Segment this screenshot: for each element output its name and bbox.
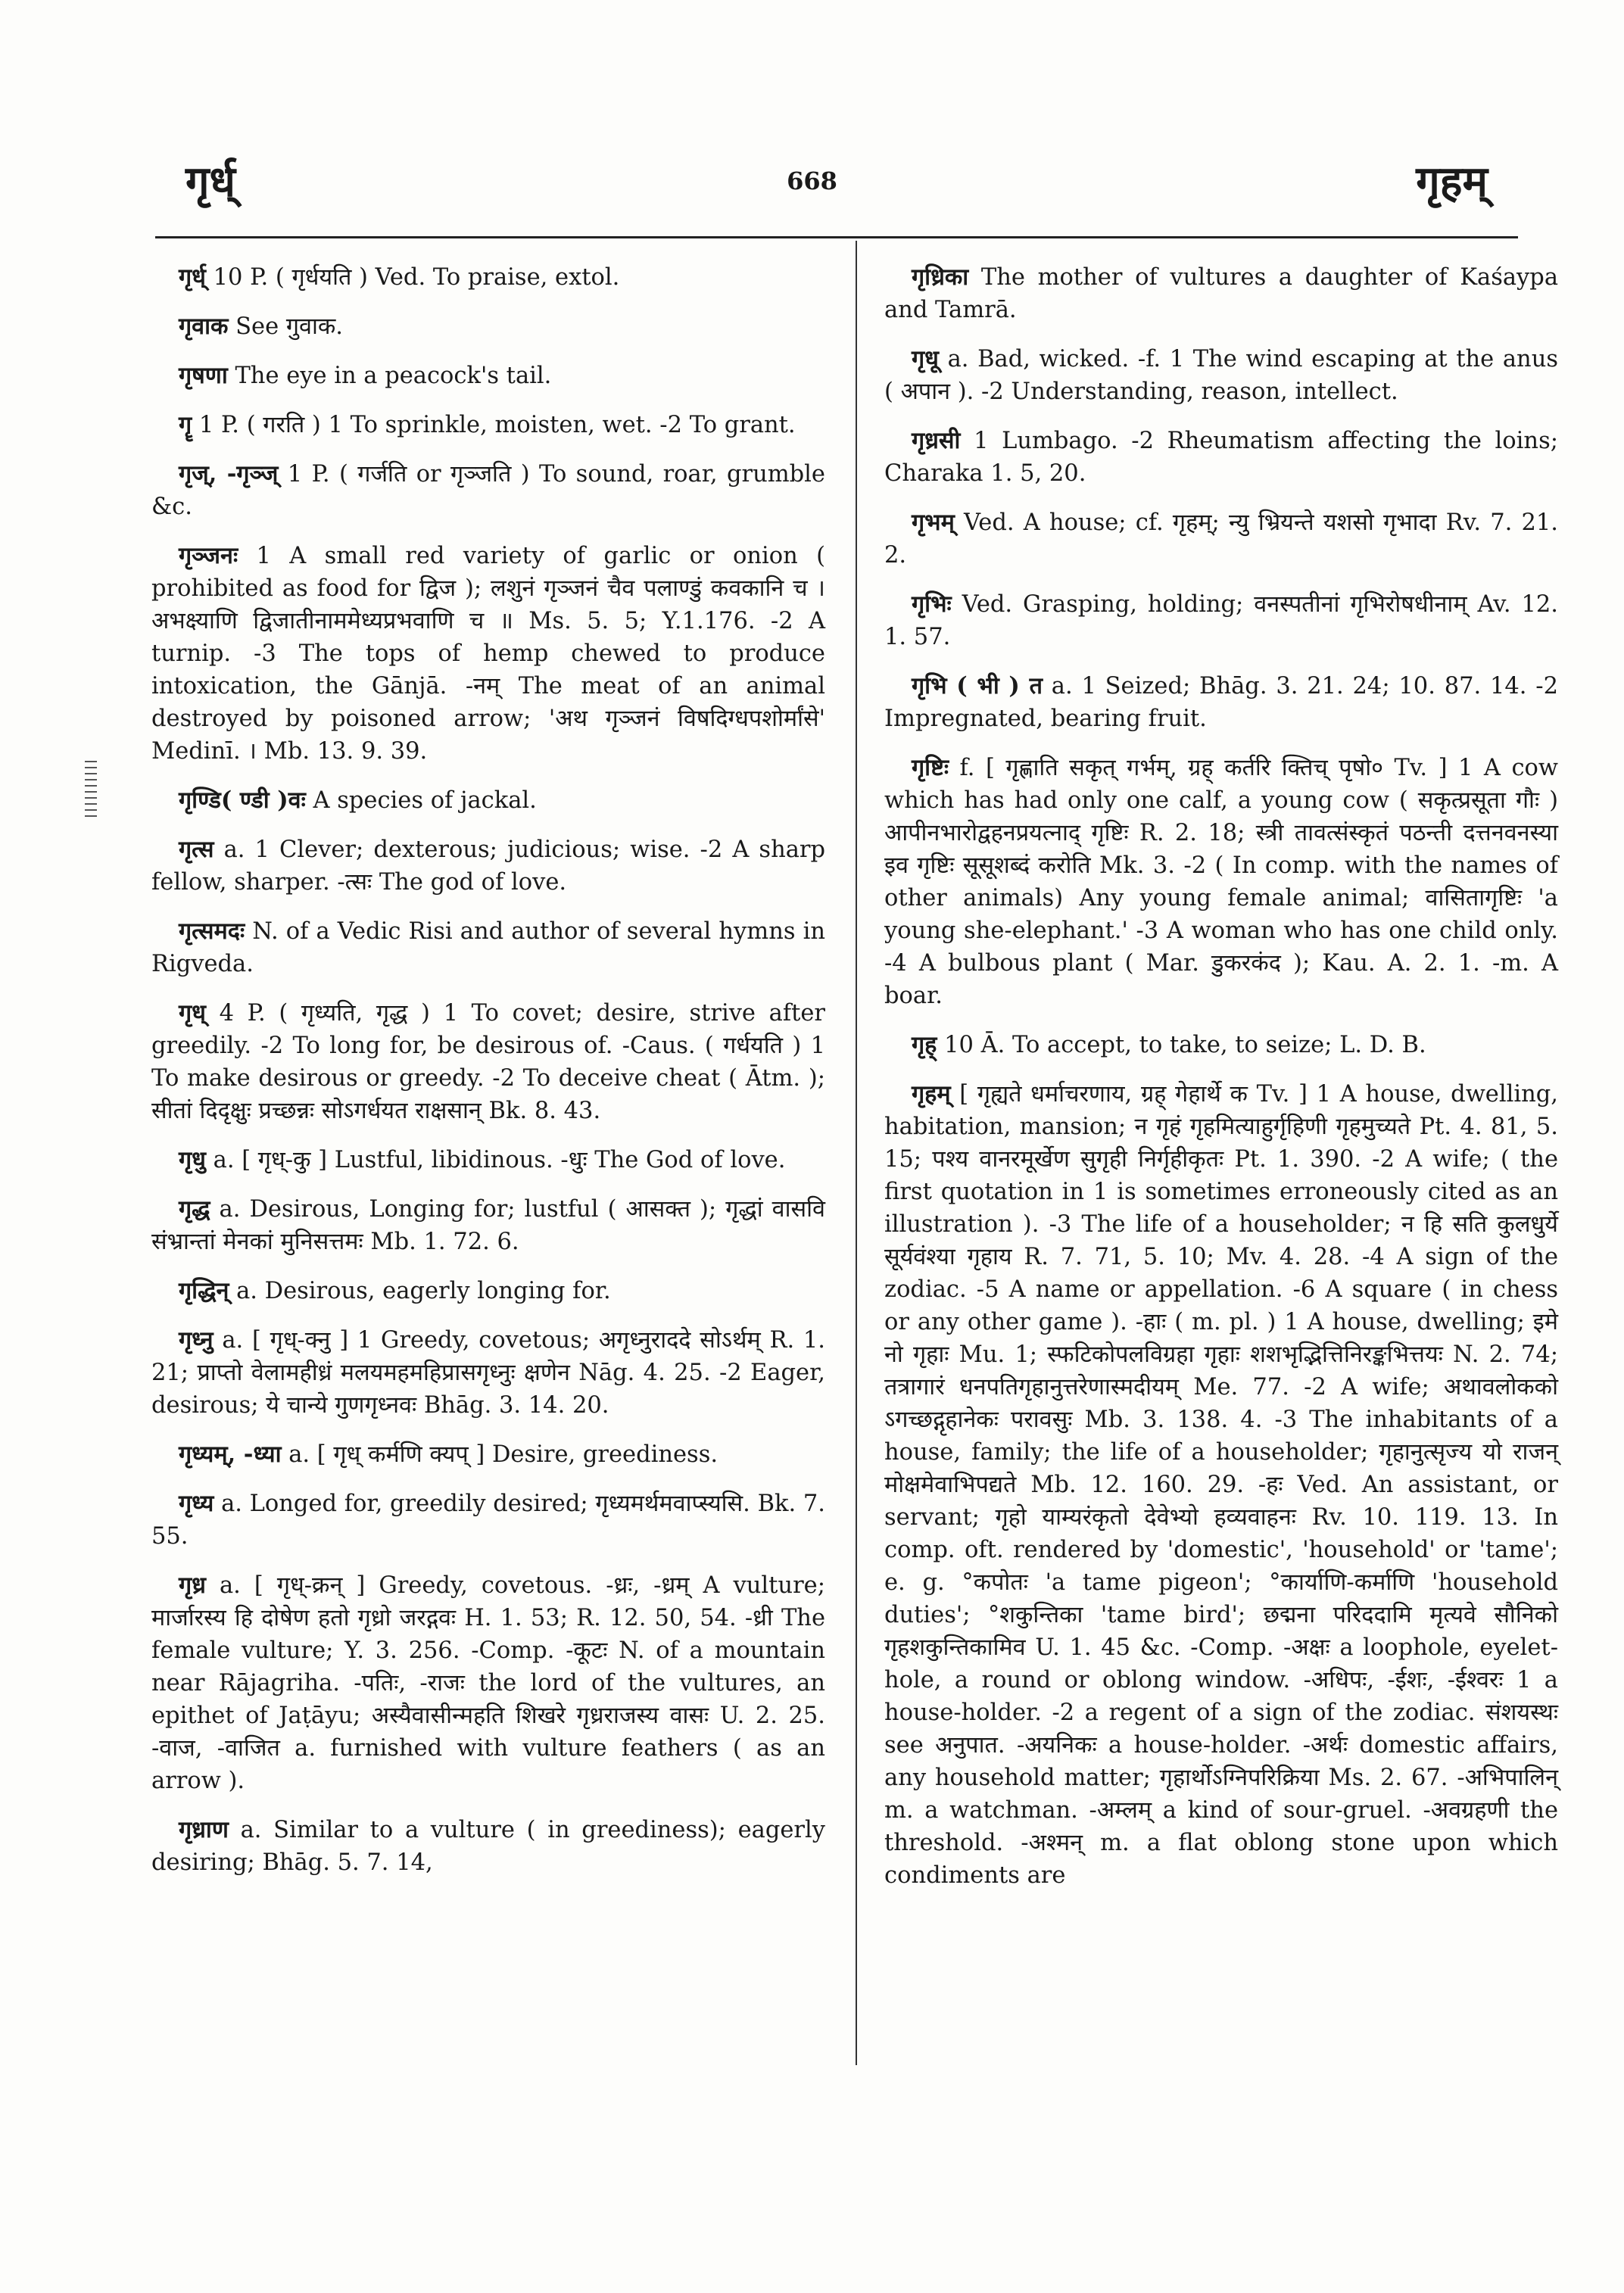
header-left-word: गृर्ध् [185,157,235,207]
dictionary-entry [151,310,825,343]
dictionary-entry [151,1814,825,1879]
entry-text: f. [ गृह्णाति सकृत् गर्भम्, ग्रह् कर्तरि क्तिच् पृषो० Tv. ] 1 A cow which has had only one calf, a young cow ( सकृत्प्रसूता गौः ) आपीनभारोद्वहनप्रयत्नाद् गृष्टिः R. 2. 18; स्त्री तावत्संस्कृतं पठन्ती दत्तनवनस्या इव गृष्टिः सूसूशब्दं करोति Mk. 3. -2 ( In comp. with the names of other animals) Any young female animal; वासितागृष्टिः 'a young she-elephant.' -3 A woman who has one child only. -4 A bulbous plant ( Mar. डुकरकंद ); Kau. A. 2. 1. -m. A boar. [884,755,1558,1009]
entry-text: See गुवाक. [228,313,343,340]
headword: गृह् [912,1031,937,1058]
entry-text: a. Bad, wicked. -f. 1 The wind escaping at the anus ( अपान ). -2 Understanding, reason, intellect. [884,346,1558,405]
right-column [884,261,1558,1908]
entry-text: [ गृह्यते धर्माचरणाय, ग्रह् गेहार्थे क Tv. ] 1 A house, dwelling, habitation, mansion; न गृहं गृहमित्याहुर्गृहिणी गृहमुच्यते Pt. 4. 81, 5. 15; पश्य वानरमूर्खेण सुगृही निर्गृहीकृतः Pt. 1. 390. -2 A wife; ( the first quotation in 1 is sometimes erroneously cited as an illustration ). -3 The life of a householder; न हि सति कुलधुर्ये सूर्यवंश्या गृहाय R. 7. 71, 5. 10; Mv. 4. 28. -4 A sign of the zodiac. -5 A name or appellation. -6 A square ( in chess or any other game ). -हाः ( m. pl. ) 1 A house, dwelling; इमे नो गृहाः Mu. 1; स्फटिकोपलविग्रहा गृहाः शशभृद्भित्तिनिरङ्कभित्तयः N. 2. 74; तत्रागारं धनपतिगृहानुत्तरेणास्मदीयम् Me. 77. -2 A wife; अथावलोकको ऽगच्छद्गृहानेकः परावसुः Mb. 3. 138. 4. -3 The inhabitants of a house, family; the life of a householder; गृहानुत्सृज्य यो राजन् मोक्षमेवाभिपद्यते Mb. 12. 160. 29. -हः Ved. An assistant, or servant; गृहो याम्यरंकृतो देवेभ्यो हव्यवाहनः Rv. 10. 119. 13. In comp. oft. rendered by 'domestic', 'household' or 'tame'; e. g. °कपोतः 'a tame pigeon'; °कार्याणि-कर्माणि 'household duties'; °शकुन्तिका 'tame bird'; छद्मना परिददामि मृत्यवे सौनिको गृहशकुन्तिकामिव U. 1. 45 &c. -Comp. -अक्षः a loophole, eyelet-hole, a round or oblong window. -अधिपः, -ईशः, -ईश्वरः 1 a house-holder. -2 a regent of a sign of the zodiac. संशयस्थः see अनुपात. -अयनिकः a house-holder. -अर्थः domestic affairs, any household matter; गृहार्थोऽग्निपरिक्रिया Ms. 2. 67. -अभिपालिन् m. a watchman. -अम्लम् a kind of sour-gruel. -अवग्रहणी the threshold. -अश्मन् m. a flat oblong stone upon which condiments are [884,1081,1558,1889]
headword: गृद्ध [179,1195,210,1223]
entry-text: The eye in a peacock's tail. [227,363,552,389]
page-number: 668 [787,167,837,195]
entry-text: 1 Lumbago. -2 Rheumatism affecting the loins; Charaka 1. 5, 20. [884,428,1558,487]
entry-text: a. Desirous, eagerly longing for. [229,1278,611,1304]
dictionary-entry [151,1488,825,1553]
dictionary-entry [884,343,1558,408]
dictionary-entry [151,360,825,392]
headword: गृञ्जनः [179,542,238,569]
dictionary-entry [151,1144,825,1176]
entry-text: a. Longed for, greedily desired; गृध्यमर्थमवाप्स्यसि. Bk. 7. 55. [151,1491,825,1550]
headword: गृत्स [179,836,214,863]
headword: गृहम् [912,1080,951,1108]
headword: गृध्य [179,1490,214,1517]
dictionary-entry [151,784,825,817]
dictionary-entry [151,1438,825,1471]
entry-text: a. Desirous, Longing for; lustful ( आसक्त ); गृद्धां वासवि संभ्रान्तां मेनकां मुनिसत्तमः Mb. 1. 72. 6. [151,1196,825,1255]
headword: गृध् [179,999,206,1027]
headword: गृध्रिका [912,263,969,291]
entry-text: a. [ गृध् कर्मणि क्यप् ] Desire, greediness. [281,1441,718,1468]
entry-text: a. [ गृध्-क्रन् ] Greedy, covetous. -ध्रः, -ध्रम् A vulture; मार्जारस्य हि दोषेण हतो गृध्रो जरद्गवः H. 1. 53; R. 12. 50, 54. -ध्री The female vulture; Y. 3. 256. -Comp. -कूटः N. of a mountain near Rājagriha. -पतिः, -राजः the lord of the vultures, an epithet of Jaṭāyu; अस्यैवासीन्महति शिखरे गृध्रराजस्य वासः U. 2. 25. -वाज, -वाजित a. furnished with vulture feathers ( as an arrow ). [151,1572,825,1794]
headword: गृधु [179,1146,206,1173]
entry-text: 10 Ā. To accept, to take, to seize; L. D. B. [937,1032,1426,1058]
entry-text: a. 1 Seized; Bhāg. 3. 21. 24; 10. 87. 14. -2 Impregnated, bearing fruit. [884,673,1558,732]
column-divider [856,241,857,2065]
headword: गृभम् [912,509,955,536]
dictionary-entry [151,1569,825,1797]
headword: गृध्यम्, -ध्या [179,1441,282,1468]
dictionary-entry [151,458,825,523]
entry-text: a. Similar to a vulture ( in greediness); eagerly desiring; Bhāg. 5. 7. 14, [151,1817,825,1876]
dictionary-entry [151,997,825,1127]
header-right-word: गृहम् [1416,157,1488,207]
entry-text: a. [ गृध्-कु ] Lustful, libidinous. -धुः The God of love. [205,1147,786,1173]
dictionary-entry [151,1193,825,1258]
entry-text: The mother of vultures a daughter of Kaśaypa and Tamrā. [884,264,1558,323]
dictionary-entry [884,1078,1558,1892]
headword: गृत्समदः [179,918,245,945]
headword: गृद्धिन् [179,1277,229,1304]
dictionary-entry [884,752,1558,1012]
dictionary-entry [151,833,825,899]
dictionary-entry [884,588,1558,653]
dictionary-entry [884,425,1558,490]
headword: गृध्र [179,1572,206,1599]
headword: गृषणा [179,362,228,389]
headword: गृभिः [912,590,952,618]
margin-marks [85,761,97,821]
entry-text: N. of a Vedic Risi and author of several hymns in Rigveda. [151,918,825,977]
headword: गृर्ध् [179,263,206,291]
entry-text: 1 A small red variety of garlic or onion ( prohibited as food for द्विज ); लशुनं गृञ्जनं चैव पलाण्डुं कवकानि च । अभक्ष्याणि द्विजातीनाममेध्यप्रभवाणि च ॥ Ms. 5. 5; Y.1.176. -2 A turnip. -3 The tops of hemp chewed to produce intoxication, the Gānjā. -नम् The meat of an animal destroyed by poisoned arrow; 'अथ गृञ्जनं विषदिग्धपशोर्मांसे' Medinī. । Mb. 13. 9. 39. [151,543,825,765]
headword: गृध्रसी [912,427,961,454]
headword: गृभि ( भी ) त [912,672,1043,699]
dictionary-entry [151,1324,825,1422]
dictionary-entry [151,1275,825,1307]
dictionary-entry [884,261,1558,326]
entry-text: A species of jackal. [305,787,537,814]
dictionary-entry [151,409,825,441]
entry-text: a. [ गृध्-क्नु ] 1 Greedy, covetous; अगृध्नुराददे सोऽर्थम् R. 1. 21; प्राप्तो वेलामहीध्रं मलयमहमहिप्रासगृध्नुः क्षणेन Nāg. 4. 25. -2 Eager, desirous; ये चान्ये गुणगृध्नवः Bhāg. 3. 14. 20. [151,1327,825,1419]
header-rule [155,236,1518,238]
headword: गृवाक [179,313,229,340]
headword: गृण्डि( ण्डी )वः [179,787,306,814]
headword: गृध्नु [179,1326,214,1354]
dictionary-entry [884,1029,1558,1061]
dictionary-entry [884,670,1558,735]
headword: गृधू [912,345,939,372]
entry-text: Ved. Grasping, holding; वनस्पतीनां गृभिरोषधीनाम् Av. 12. 1. 57. [884,591,1558,650]
entry-text: 1 P. ( गर्जति or गृञ्जति ) To sound, roar, grumble &c. [151,461,825,520]
headword: गॄ [179,411,192,438]
entry-text: 4 P. ( गृध्यति, गृद्ध ) 1 To covet; desire, strive after greedily. -2 To long for, be desirous of. -Caus. ( गर्धयति ) 1 To make desirous or greedy. -2 To deceive cheat ( Ātm. ); सीतां दिदृक्षुः प्रच्छन्नः सोऽगर्धयत राक्षसान् Bk. 8. 43. [151,1000,825,1124]
entry-text: 1 P. ( गरति ) 1 To sprinkle, moisten, wet. -2 To grant. [192,412,796,438]
headword: गृज्, -गृञ्ज् [179,460,279,488]
dictionary-entry [151,540,825,768]
entry-text: Ved. A house; cf. गृहम्; न्यु भ्रियन्ते यशसो गृभादा Rv. 7. 21. 2. [884,509,1558,569]
dictionary-entry [151,261,825,294]
headword: गृष्टिः [912,754,949,781]
headword: गृध्राण [179,1816,229,1843]
dictionary-entry [151,915,825,980]
entry-text: a. 1 Clever; dexterous; judicious; wise. -2 A sharp fellow, sharper. -त्सः The god of love. [151,837,825,896]
entry-text: 10 P. ( गृर्धयति ) Ved. To praise, extol. [205,264,620,291]
dictionary-entry [884,506,1558,572]
left-column [151,261,825,1896]
